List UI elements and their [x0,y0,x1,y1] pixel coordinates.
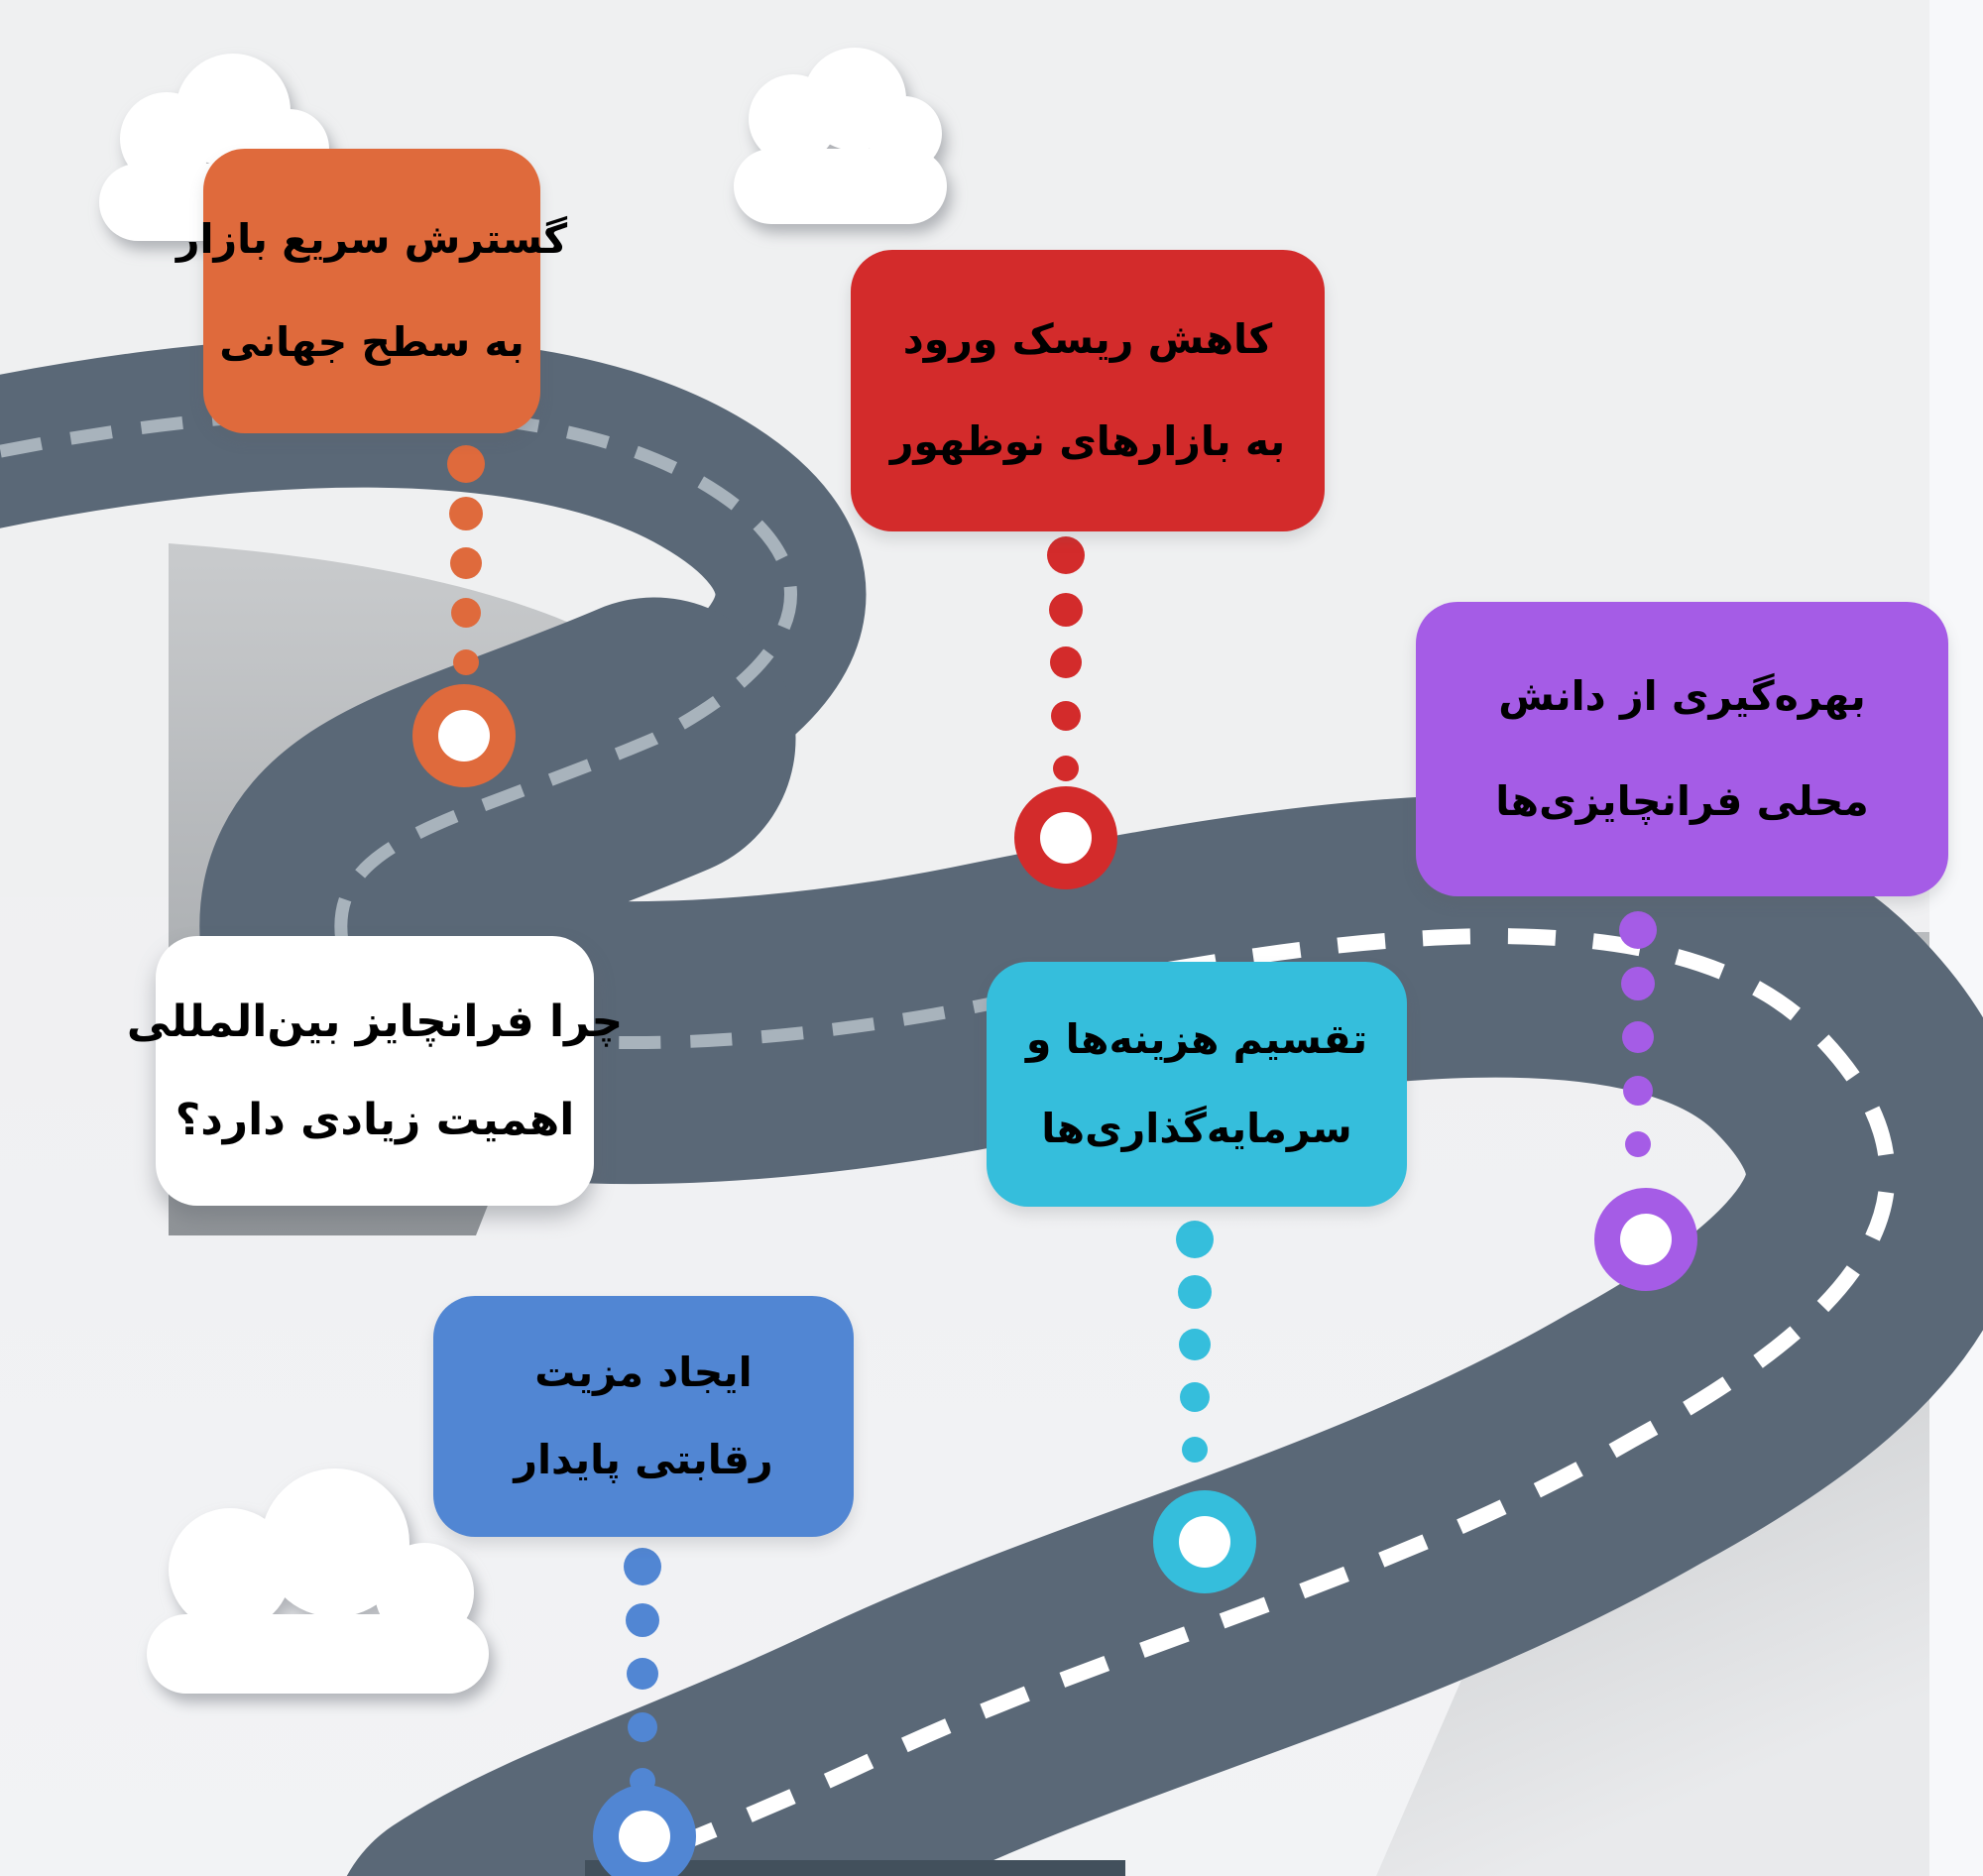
background-right-strip [1929,0,1983,1876]
title-question-text: چرا فرانچایز بین‌المللی [126,996,624,1047]
milestone-box-cost-sharing [987,962,1407,1207]
milestone-ring-marker-red [1014,786,1117,889]
milestone-ring-marker-cyan [1153,1490,1256,1593]
title-question-box [126,936,624,1206]
milestone-text: سرمایه‌گذاری‌ها [1041,1104,1352,1152]
milestone-text: بهره‌گیری از دانش [1498,671,1866,720]
milestone-text: تقسیم هزینه‌ها و [1025,1014,1368,1063]
milestone-ring-marker-orange [412,684,516,787]
milestone-text: کاهش ریسک ورود [902,315,1273,364]
milestone-text: رقابتی پایدار [514,1436,773,1484]
milestone-ring-marker-purple [1594,1188,1697,1291]
milestone-box-global-expansion [175,149,568,433]
milestone-text: به سطح جهانی [219,317,525,366]
milestone-text: محلی فرانچایزی‌ها [1495,777,1869,826]
milestone-text: گسترش سریع بازار [175,215,568,264]
title-question-text: اهمیت زیادی دارد؟ [175,1095,575,1146]
milestone-text: به بازارهای نوظهور [889,416,1286,465]
milestone-box-risk-reduction [851,250,1325,531]
milestone-box-local-knowledge [1416,602,1948,896]
milestone-box-competitive-advantage [433,1296,854,1537]
milestone-text: ایجاد مزیت [534,1348,753,1396]
